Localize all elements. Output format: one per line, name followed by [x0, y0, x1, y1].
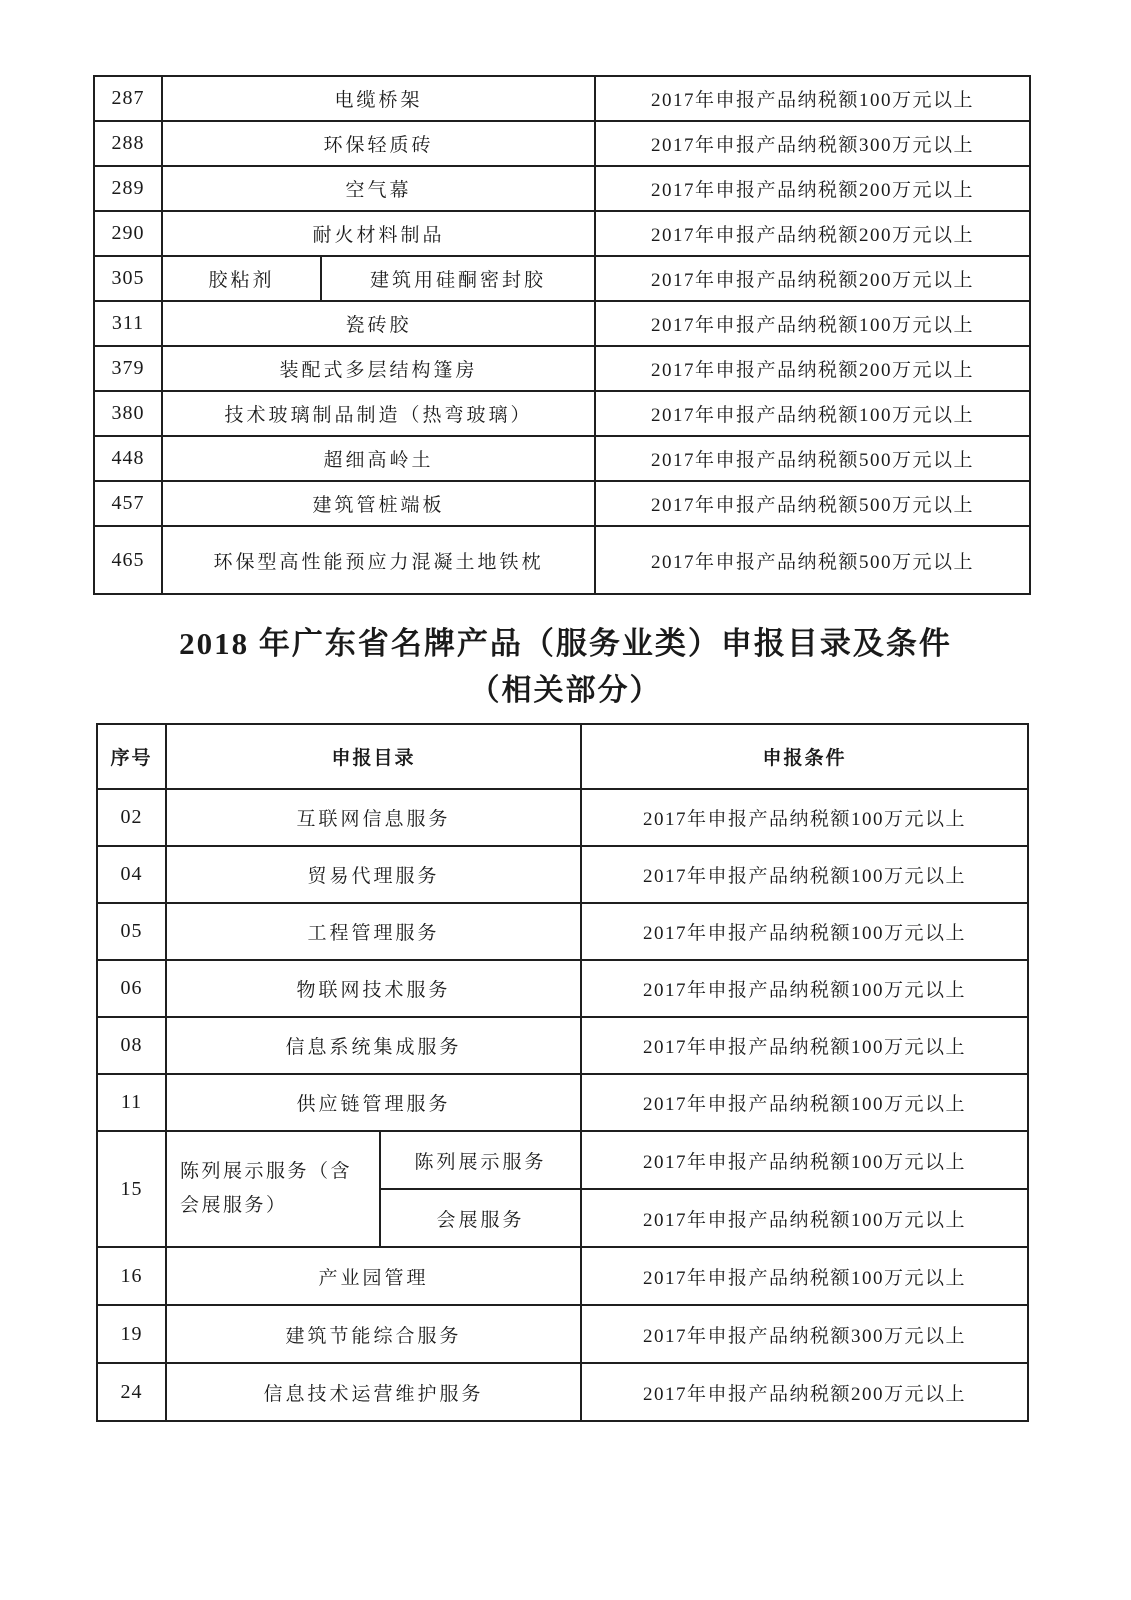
catalog-cell: 供应链管理服务 — [166, 1074, 581, 1131]
catalog-cell: 瓷砖胶 — [162, 301, 595, 346]
condition-cell: 2017年申报产品纳税额200万元以上 — [595, 346, 1030, 391]
seq-cell: 457 — [94, 481, 162, 526]
seq-cell: 19 — [97, 1305, 166, 1363]
table-row — [94, 391, 1030, 436]
catalog-cell: 互联网信息服务 — [166, 789, 581, 846]
seq-cell: 05 — [97, 903, 166, 960]
catalog-cell: 建筑节能综合服务 — [166, 1305, 581, 1363]
condition-cell: 2017年申报产品纳税额100万元以上 — [595, 391, 1030, 436]
table-row — [97, 846, 1028, 903]
seq-cell: 288 — [94, 121, 162, 166]
service-catalog-table — [96, 723, 1029, 1422]
catalog-cell: 产业园管理 — [166, 1247, 581, 1305]
seq-cell: 11 — [97, 1074, 166, 1131]
catalog-cell: 信息技术运营维护服务 — [166, 1363, 581, 1421]
seq-cell: 08 — [97, 1017, 166, 1074]
seq-cell: 04 — [97, 846, 166, 903]
condition-cell: 2017年申报产品纳税额100万元以上 — [581, 1017, 1028, 1074]
condition-cell: 2017年申报产品纳税额300万元以上 — [595, 121, 1030, 166]
seq-cell: 289 — [94, 166, 162, 211]
seq-cell: 06 — [97, 960, 166, 1017]
table-row — [97, 903, 1028, 960]
catalog-cell: 耐火材料制品 — [162, 211, 595, 256]
seq-cell: 02 — [97, 789, 166, 846]
catalog-cell: 物联网技术服务 — [166, 960, 581, 1017]
catalog-cell: 装配式多层结构篷房 — [162, 346, 595, 391]
seq-cell: 287 — [94, 76, 162, 121]
condition-cell: 2017年申报产品纳税额200万元以上 — [581, 1363, 1028, 1421]
table-row — [97, 789, 1028, 846]
condition-cell: 2017年申报产品纳税额500万元以上 — [595, 481, 1030, 526]
table-row — [94, 346, 1030, 391]
seq-cell: 15 — [97, 1131, 166, 1247]
condition-cell: 2017年申报产品纳税额200万元以上 — [595, 166, 1030, 211]
table-row — [97, 1247, 1028, 1305]
condition-cell: 2017年申报产品纳税额500万元以上 — [595, 436, 1030, 481]
catalog-cell: 贸易代理服务 — [166, 846, 581, 903]
table-row — [97, 1363, 1028, 1421]
catalog-sub-cell: 陈列展示服务 — [380, 1131, 581, 1189]
header-row — [97, 724, 1028, 789]
seq-cell: 465 — [94, 526, 162, 594]
condition-cell: 2017年申报产品纳税额100万元以上 — [581, 1247, 1028, 1305]
condition-cell: 2017年申报产品纳税额100万元以上 — [581, 960, 1028, 1017]
condition-cell: 2017年申报产品纳税额200万元以上 — [595, 211, 1030, 256]
table-row — [94, 481, 1030, 526]
catalog-cell: 环保型高性能预应力混凝土地铁枕 — [162, 526, 595, 594]
table-row — [94, 256, 1030, 301]
condition-cell: 2017年申报产品纳税额300万元以上 — [581, 1305, 1028, 1363]
seq-cell: 24 — [97, 1363, 166, 1421]
seq-cell: 448 — [94, 436, 162, 481]
condition-cell: 2017年申报产品纳税额100万元以上 — [595, 301, 1030, 346]
header-catalog: 申报目录 — [166, 724, 581, 789]
catalog-sub-cell: 建筑用硅酮密封胶 — [321, 256, 595, 301]
catalog-cell: 电缆桥架 — [162, 76, 595, 121]
table-row — [97, 1131, 1028, 1189]
table-row — [94, 166, 1030, 211]
seq-cell: 380 — [94, 391, 162, 436]
seq-cell: 311 — [94, 301, 162, 346]
catalog-cell: 技术玻璃制品制造（热弯玻璃） — [162, 391, 595, 436]
catalog-cell: 建筑管桩端板 — [162, 481, 595, 526]
seq-cell: 305 — [94, 256, 162, 301]
condition-cell: 2017年申报产品纳税额100万元以上 — [581, 789, 1028, 846]
seq-cell: 16 — [97, 1247, 166, 1305]
condition-cell: 2017年申报产品纳税额100万元以上 — [581, 846, 1028, 903]
catalog-cell: 信息系统集成服务 — [166, 1017, 581, 1074]
header-seq: 序号 — [97, 724, 166, 789]
section-title-line2: （相关部分） — [469, 674, 662, 707]
condition-cell: 2017年申报产品纳税额100万元以上 — [581, 1131, 1028, 1189]
condition-cell: 2017年申报产品纳税额100万元以上 — [595, 76, 1030, 121]
catalog-group-cell: 陈列展示服务（含会展服务） — [166, 1131, 380, 1247]
condition-cell: 2017年申报产品纳税额500万元以上 — [595, 526, 1030, 594]
catalog-cell: 超细高岭土 — [162, 436, 595, 481]
table-row — [94, 436, 1030, 481]
catalog-sub-cell: 会展服务 — [380, 1189, 581, 1247]
table-row — [94, 526, 1030, 594]
table-row — [97, 1305, 1028, 1363]
product-catalog-table — [93, 75, 1031, 595]
table-row — [94, 301, 1030, 346]
table-row — [97, 1017, 1028, 1074]
catalog-group-cell: 胶粘剂 — [162, 256, 321, 301]
catalog-cell: 空气幕 — [162, 166, 595, 211]
condition-cell: 2017年申报产品纳税额100万元以上 — [581, 1074, 1028, 1131]
section-title-line1: 2018 年广东省名牌产品（服务业类）申报目录及条件 — [179, 626, 952, 661]
section-title — [0, 620, 1131, 714]
header-condition: 申报条件 — [581, 724, 1028, 789]
seq-cell: 379 — [94, 346, 162, 391]
condition-cell: 2017年申报产品纳税额200万元以上 — [595, 256, 1030, 301]
table-row — [94, 121, 1030, 166]
table-row — [97, 1074, 1028, 1131]
catalog-cell: 工程管理服务 — [166, 903, 581, 960]
seq-cell: 290 — [94, 211, 162, 256]
table-row — [94, 211, 1030, 256]
condition-cell: 2017年申报产品纳税额100万元以上 — [581, 903, 1028, 960]
catalog-cell: 环保轻质砖 — [162, 121, 595, 166]
table-row — [97, 960, 1028, 1017]
condition-cell: 2017年申报产品纳税额100万元以上 — [581, 1189, 1028, 1247]
table-row — [94, 76, 1030, 121]
